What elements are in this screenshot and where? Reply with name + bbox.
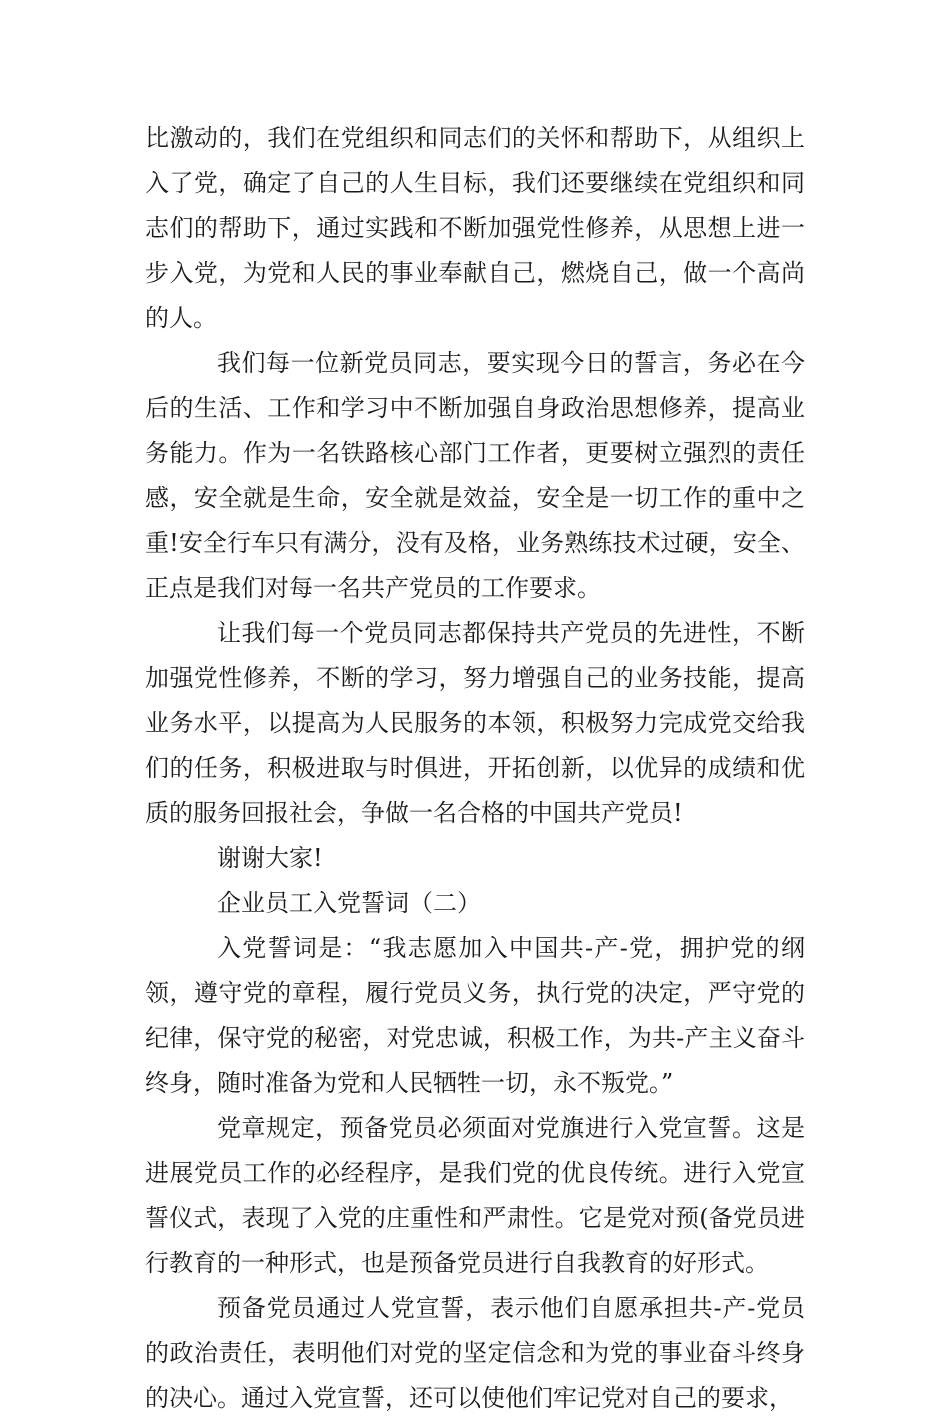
paragraph: 入党誓词是：“我志愿加入中国共-产-党，拥护党的纲领，遵守党的章程，履行党员义务，执行党的决定，严守党的纪律，保守党的秘密，对党忠诚，积极工作，为共-产主义奋斗终身，随时准备为党和人民牺牲一切，永不叛党。” — [145, 934, 805, 1097]
paragraph: 预备党员通过人党宣誓，表示他们自愿承担共-产-党员的政治责任，表明他们对党的坚定信念和为党的事业奋斗终身的决心。通过入党宣誓，还可以使他们牢记党对自己的要求， — [145, 1294, 805, 1412]
paragraph: 我们每一位新党员同志，要实现今日的誓言，务必在今后的生活、工作和学习中不断加强自身政治思想修养，提高业务能力。作为一名铁路核心部门工作者，更要树立强烈的责任感，安全就是生命，安全就是效益，安全是一切工作的重中之重!安全行车只有满分，没有及格，业务熟练技术过硬，安全、正点是我们对每一名共产党员的工作要求。 — [145, 349, 805, 602]
section-heading: 企业员工入党誓词（二） — [217, 889, 481, 917]
closing-line: 谢谢大家! — [217, 844, 323, 872]
document-body — [145, 116, 805, 1421]
paragraph: 让我们每一个党员同志都保持共产党员的先进性，不断加强党性修养，不断的学习，努力增强自己的业务技能，提高业务水平，以提高为人民服务的本领，积极努力完成党交给我们的任务，积极进取与时俱进，开拓创新，以优异的成绩和优质的服务回报社会，争做一名合格的中国共产党员! — [145, 619, 805, 827]
paragraph: 比激动的，我们在党组织和同志们的关怀和帮助下，从组织上入了党，确定了自己的人生目标，我们还要继续在党组织和同志们的帮助下，通过实践和不断加强党性修养，从思想上进一步入党，为党和人民的事业奉献自己，燃烧自己，做一个高尚的人。 — [145, 124, 805, 332]
paragraph: 党章规定，预备党员必须面对党旗进行入党宣誓。这是进展党员工作的必经程序，是我们党的优良传统。进行入党宣誓仪式，表现了入党的庄重性和严肃性。它是党对预(备党员进行教育的一种形式，也是预备党员进行自我教育的好形式。 — [145, 1114, 805, 1277]
